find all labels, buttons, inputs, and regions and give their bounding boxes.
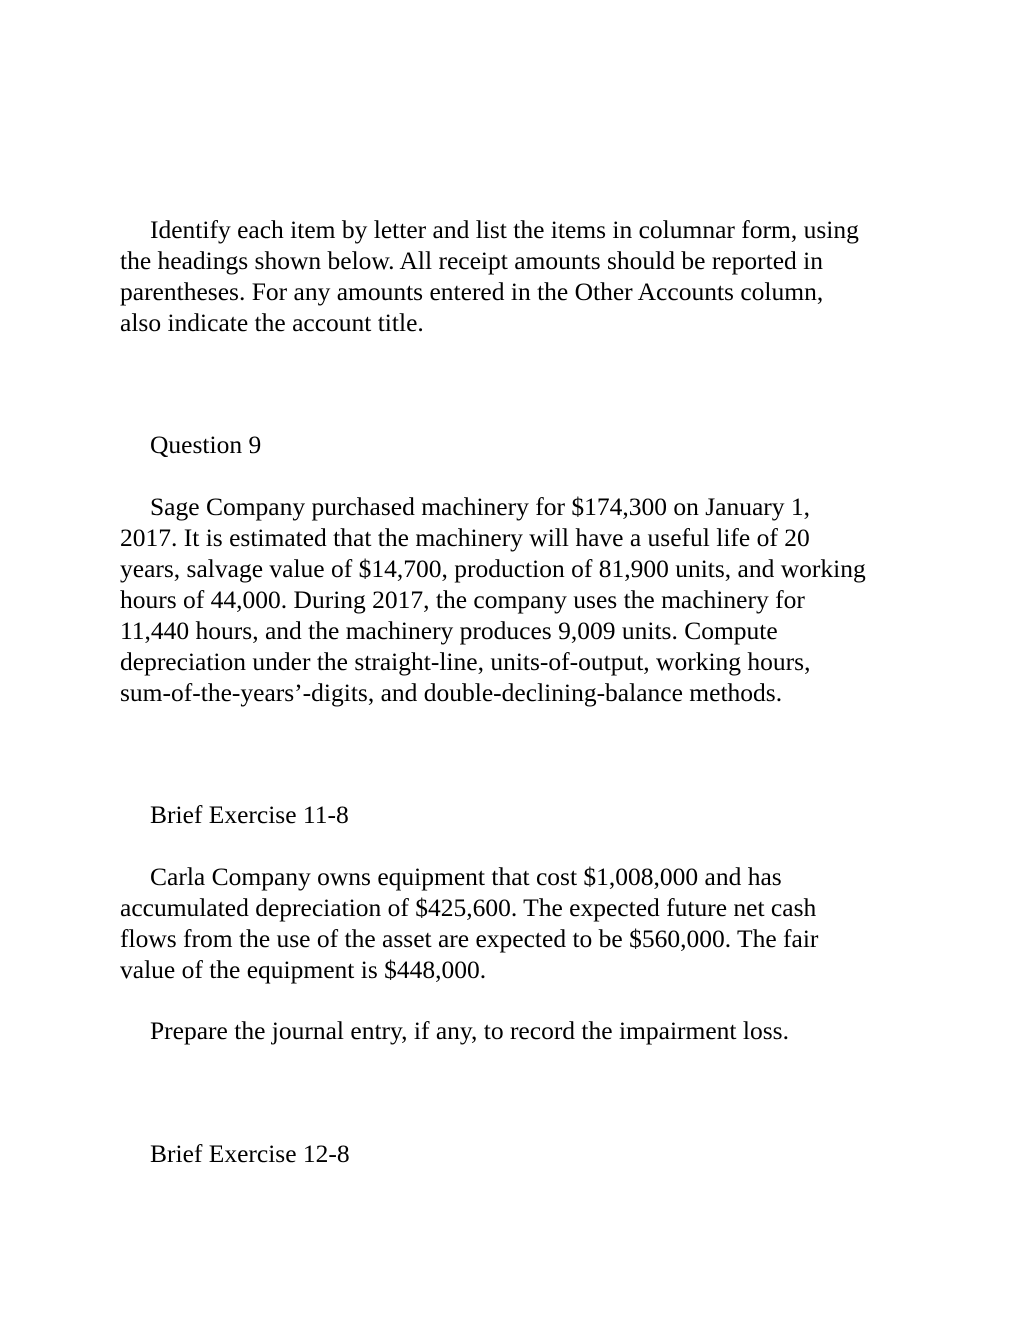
question-9-line: 11,440 hours, and the machinery produces 9,009 units. Compute: [120, 616, 778, 645]
intro-line: parentheses. For any amounts entered in the Other Accounts column,: [120, 277, 824, 306]
brief-exercise-12-8-heading: Brief Exercise 12-8: [150, 1139, 350, 1168]
question-9-line: depreciation under the straight-line, units-of-output, working hours,: [120, 647, 811, 676]
brief-exercise-11-8-instruction: [120, 1015, 920, 1046]
intro-line: Identify each item by letter and list the items in columnar form, using: [150, 215, 859, 244]
intro-line: the headings shown below. All receipt amounts should be reported in: [120, 246, 823, 275]
question-9-line: Sage Company purchased machinery for $174,300 on January 1,: [150, 492, 810, 521]
question-9-line: sum-of-the-years’-digits, and double-declining-balance methods.: [120, 678, 783, 707]
intro-line: also indicate the account title.: [120, 308, 424, 337]
brief-exercise-11-8-line: accumulated depreciation of $425,600. The expected future net cash: [120, 893, 817, 922]
question-9-line: hours of 44,000. During 2017, the company uses the machinery for: [120, 585, 805, 614]
question-9-heading: Question 9: [150, 430, 262, 459]
brief-exercise-11-8-line: flows from the use of the asset are expected to be $560,000. The fair: [120, 924, 819, 953]
question-9-line: 2017. It is estimated that the machinery will have a useful life of 20: [120, 523, 810, 552]
intro-paragraph: [120, 214, 920, 338]
brief-exercise-11-8-paragraph: [120, 861, 920, 985]
brief-exercise-11-8-line: value of the equipment is $448,000.: [120, 955, 487, 984]
brief-exercise-11-8-line: Carla Company owns equipment that cost $1,008,000 and has: [150, 862, 782, 891]
question-9-line: years, salvage value of $14,700, production of 81,900 units, and working: [120, 554, 866, 583]
question-9-paragraph: [120, 491, 920, 708]
instruction-line: Prepare the journal entry, if any, to record the impairment loss.: [150, 1016, 789, 1045]
brief-exercise-11-8-heading: Brief Exercise 11-8: [150, 800, 349, 829]
